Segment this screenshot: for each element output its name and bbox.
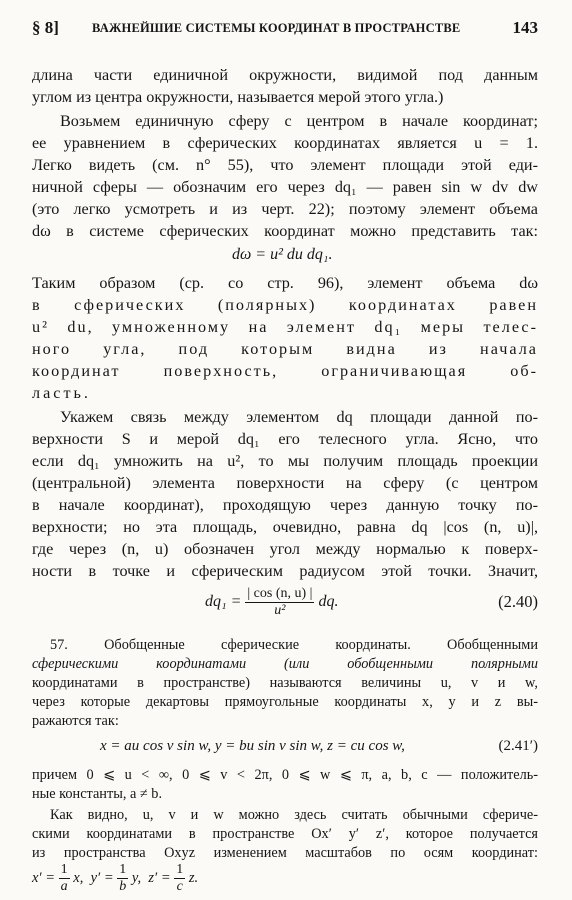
text-line: u² du, умноженному на элемент dq₁ меры телес- [32,318,538,336]
fraction [245,586,314,619]
equation-number: (2.41′) [498,738,538,754]
text-line: Как видно, u, v и w можно здесь считать обычными сфериче- [50,807,538,823]
text-line: причем 0 ⩽ u < ∞, 0 ⩽ v < 2π, 0 ⩽ w ⩽ π, a, b, c — положитель- [32,767,538,783]
text-line: верхности; но эта площадь, очевидно, равна dq |cos (n, u)|, [32,518,538,536]
text-line: Легко видеть (см. n° 55), что элемент площади этой еди- [32,156,538,174]
text-line: Таким образом (ср. со стр. 96), элемент объема dω [32,274,538,292]
fraction-denominator: c [176,879,183,894]
equation-scaling [32,862,198,895]
eq-part: y′ = [90,869,114,886]
section-number: § 8] [32,18,59,37]
text-line: скими координатами в пространстве Ox′ y′ z′, которое получается [32,826,538,842]
fraction-numerator: 1 [119,862,127,877]
text-line: координат поверхность, ограничивающая об- [32,362,538,380]
equation-number: (2.40) [498,592,538,611]
text-line: ничной сферы — обозначим его через dq₁ — равен sin w dv dw [32,178,538,196]
text-line: ее уравнением в сферических координатах является u = 1. [32,134,538,152]
eq-part: x′ = [32,869,56,886]
text-line: углом из центра окружности, называется мерой этого угла.) [32,88,444,106]
eq-rhs: dq. [318,593,339,611]
text-line: верхности S и мерой dq₁ его телесного угла. Ясно, что [32,430,538,448]
text-line: длина части единичной окружности, видимой под данным [32,66,538,84]
fraction-denominator: b [119,879,127,894]
equation-2-41: x = au cos v sin w, y = bu sin v sin w, z = cu cos w, [100,738,405,754]
text-line: где через (n, u) обозначен угол между нормалью к поверх- [32,540,538,558]
text-line: ражаются так: [32,713,119,729]
eq-part: y, [131,869,142,886]
text-line: через которые декартовы прямоугольные координаты x, y и z вы- [32,694,538,710]
text-line: (центральной) элемента поверхности на сферу (с центром [32,474,538,492]
text-line: (это легко усмотреть и из черт. 22); поэтому элемент объема [32,200,538,218]
fraction [59,862,70,895]
eq-part: z′ = [148,869,171,886]
header-title: ВАЖНЕЙШИЕ СИСТЕМЫ КООРДИНАТ В ПРОСТРАНСТВЕ [92,21,461,35]
text-line: ласть. [32,384,91,402]
page-number: 143 [512,18,538,37]
fraction-numerator: 1 [60,862,68,877]
fraction-denominator: a [60,879,68,894]
eq-lhs: dq₁ = [205,593,242,611]
text-line: в сферических (полярных) координатах равен [32,296,538,314]
text-line: Укажем связь между элементом dq площади данной по- [60,408,538,426]
text-line: из пространства Oxyz изменением масштабов по осям координат: [32,845,538,861]
text-line: в начале координат), проходящую через данную точку по- [32,496,538,514]
fraction-numerator: 1 [176,862,184,877]
text-line: ные константы, a ≠ b. [32,786,163,802]
text-line: dω в системе сферических координат можно представить так: [32,222,538,240]
fraction [174,862,185,895]
fraction [117,862,128,895]
text-line: ности в точке и сферическим радиусом этой точки. Значит, [32,562,538,580]
text-line: Возьмем единичную сферу с центром в начале координат; [60,112,538,130]
text-line: если dq₁ умножить на u², то мы получим площадь проекции [32,452,538,470]
text-line: координатами в пространстве) называются величины u, v и w, [32,675,538,691]
running-header [32,18,538,40]
eq-part: x, [73,869,84,886]
text-line: сферическими координатами (или обобщенными полярными [32,656,538,672]
text-line: ного угла, под которым видна из начала [32,340,538,358]
equation-volume-element: dω = u² du dq₁. [232,246,333,263]
fraction-numerator: | cos (n, u) | [247,586,313,601]
equation-2-40 [205,586,338,619]
fraction-denominator: u² [274,603,286,618]
text-line: 57. Обобщенные сферические координаты. Обобщенными [50,637,538,653]
eq-part: z. [188,869,199,886]
